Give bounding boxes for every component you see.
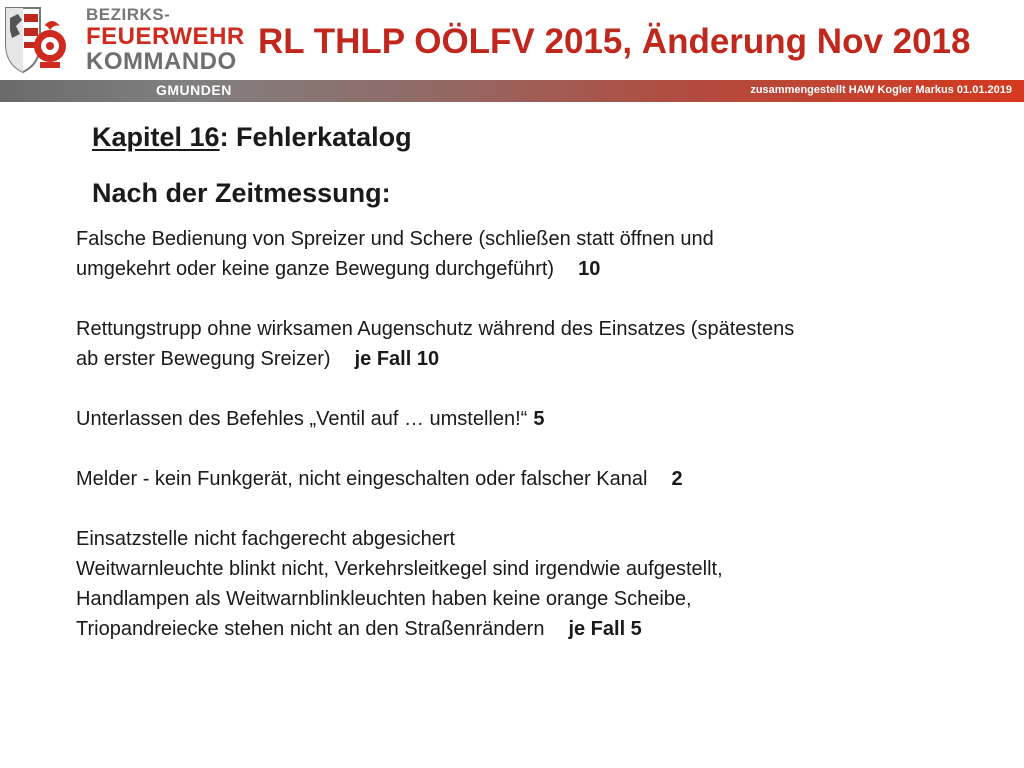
- item-points: 2: [671, 468, 683, 490]
- item-text-line: [76, 344, 1006, 374]
- list-item: [76, 404, 1006, 434]
- item-text-line: Handlampen als Weitwarnblinkleuchten haben keine orange Scheibe,: [76, 588, 692, 610]
- item-text-line: [76, 614, 1006, 644]
- district-name: GMUNDEN: [156, 82, 232, 98]
- item-text-line: [76, 254, 1006, 284]
- list-item: [76, 464, 1006, 494]
- chapter-heading: [92, 122, 412, 153]
- chapter-title: : Fehlerkatalog: [219, 122, 412, 152]
- list-item: [76, 224, 1006, 284]
- coat-of-arms-icon: [4, 4, 70, 76]
- item-text-line: [76, 404, 1006, 434]
- list-item: [76, 314, 1006, 374]
- item-points: je Fall 5: [568, 618, 642, 640]
- item-text: Triopandreiecke stehen nicht an den Straßenrändern: [76, 618, 545, 640]
- slide-title: RL THLP OÖLFV 2015, Änderung Nov 2018: [258, 22, 971, 61]
- error-catalog-list: [76, 224, 1006, 674]
- item-text-line: [76, 464, 1006, 494]
- list-item: [76, 524, 1006, 644]
- item-text-line: Falsche Bedienung von Spreizer und Schere (schließen statt öffnen und: [76, 228, 714, 250]
- item-text: Unterlassen des Befehles „Ventil auf … umstellen!“: [76, 408, 528, 430]
- item-points: 10: [578, 258, 601, 280]
- chapter-label: Kapitel 16: [92, 122, 220, 152]
- section-heading: Nach der Zeitmessung:: [92, 178, 391, 208]
- item-text: umgekehrt oder keine ganze Bewegung durchgeführt): [76, 258, 555, 280]
- logo-line-feuerwehr: FEUERWEHR: [86, 23, 245, 50]
- item-points: je Fall 10: [354, 348, 440, 370]
- logo-line-bezirks: BEZIRKS-: [86, 5, 171, 24]
- header-band: [0, 80, 1024, 102]
- logo-text: [86, 4, 245, 74]
- item-text-line: Rettungstrupp ohne wirksamen Augenschutz während des Einsatzes (spätestens: [76, 318, 795, 340]
- logo-line-kommando: KOMMANDO: [86, 48, 237, 75]
- item-points: 5: [533, 408, 545, 430]
- item-text-line: Einsatzstelle nicht fachgerecht abgesichert: [76, 528, 456, 550]
- header: [0, 0, 1024, 104]
- author-note: zusammengestellt HAW Kogler Markus 01.01.2019: [750, 84, 1012, 96]
- item-text-line: Weitwarnleuchte blinkt nicht, Verkehrsleitkegel sind irgendwie aufgestellt,: [76, 558, 723, 580]
- item-text: Melder - kein Funkgerät, nicht eingeschalten oder falscher Kanal: [76, 468, 648, 490]
- item-text: ab erster Bewegung Sreizer): [76, 348, 331, 370]
